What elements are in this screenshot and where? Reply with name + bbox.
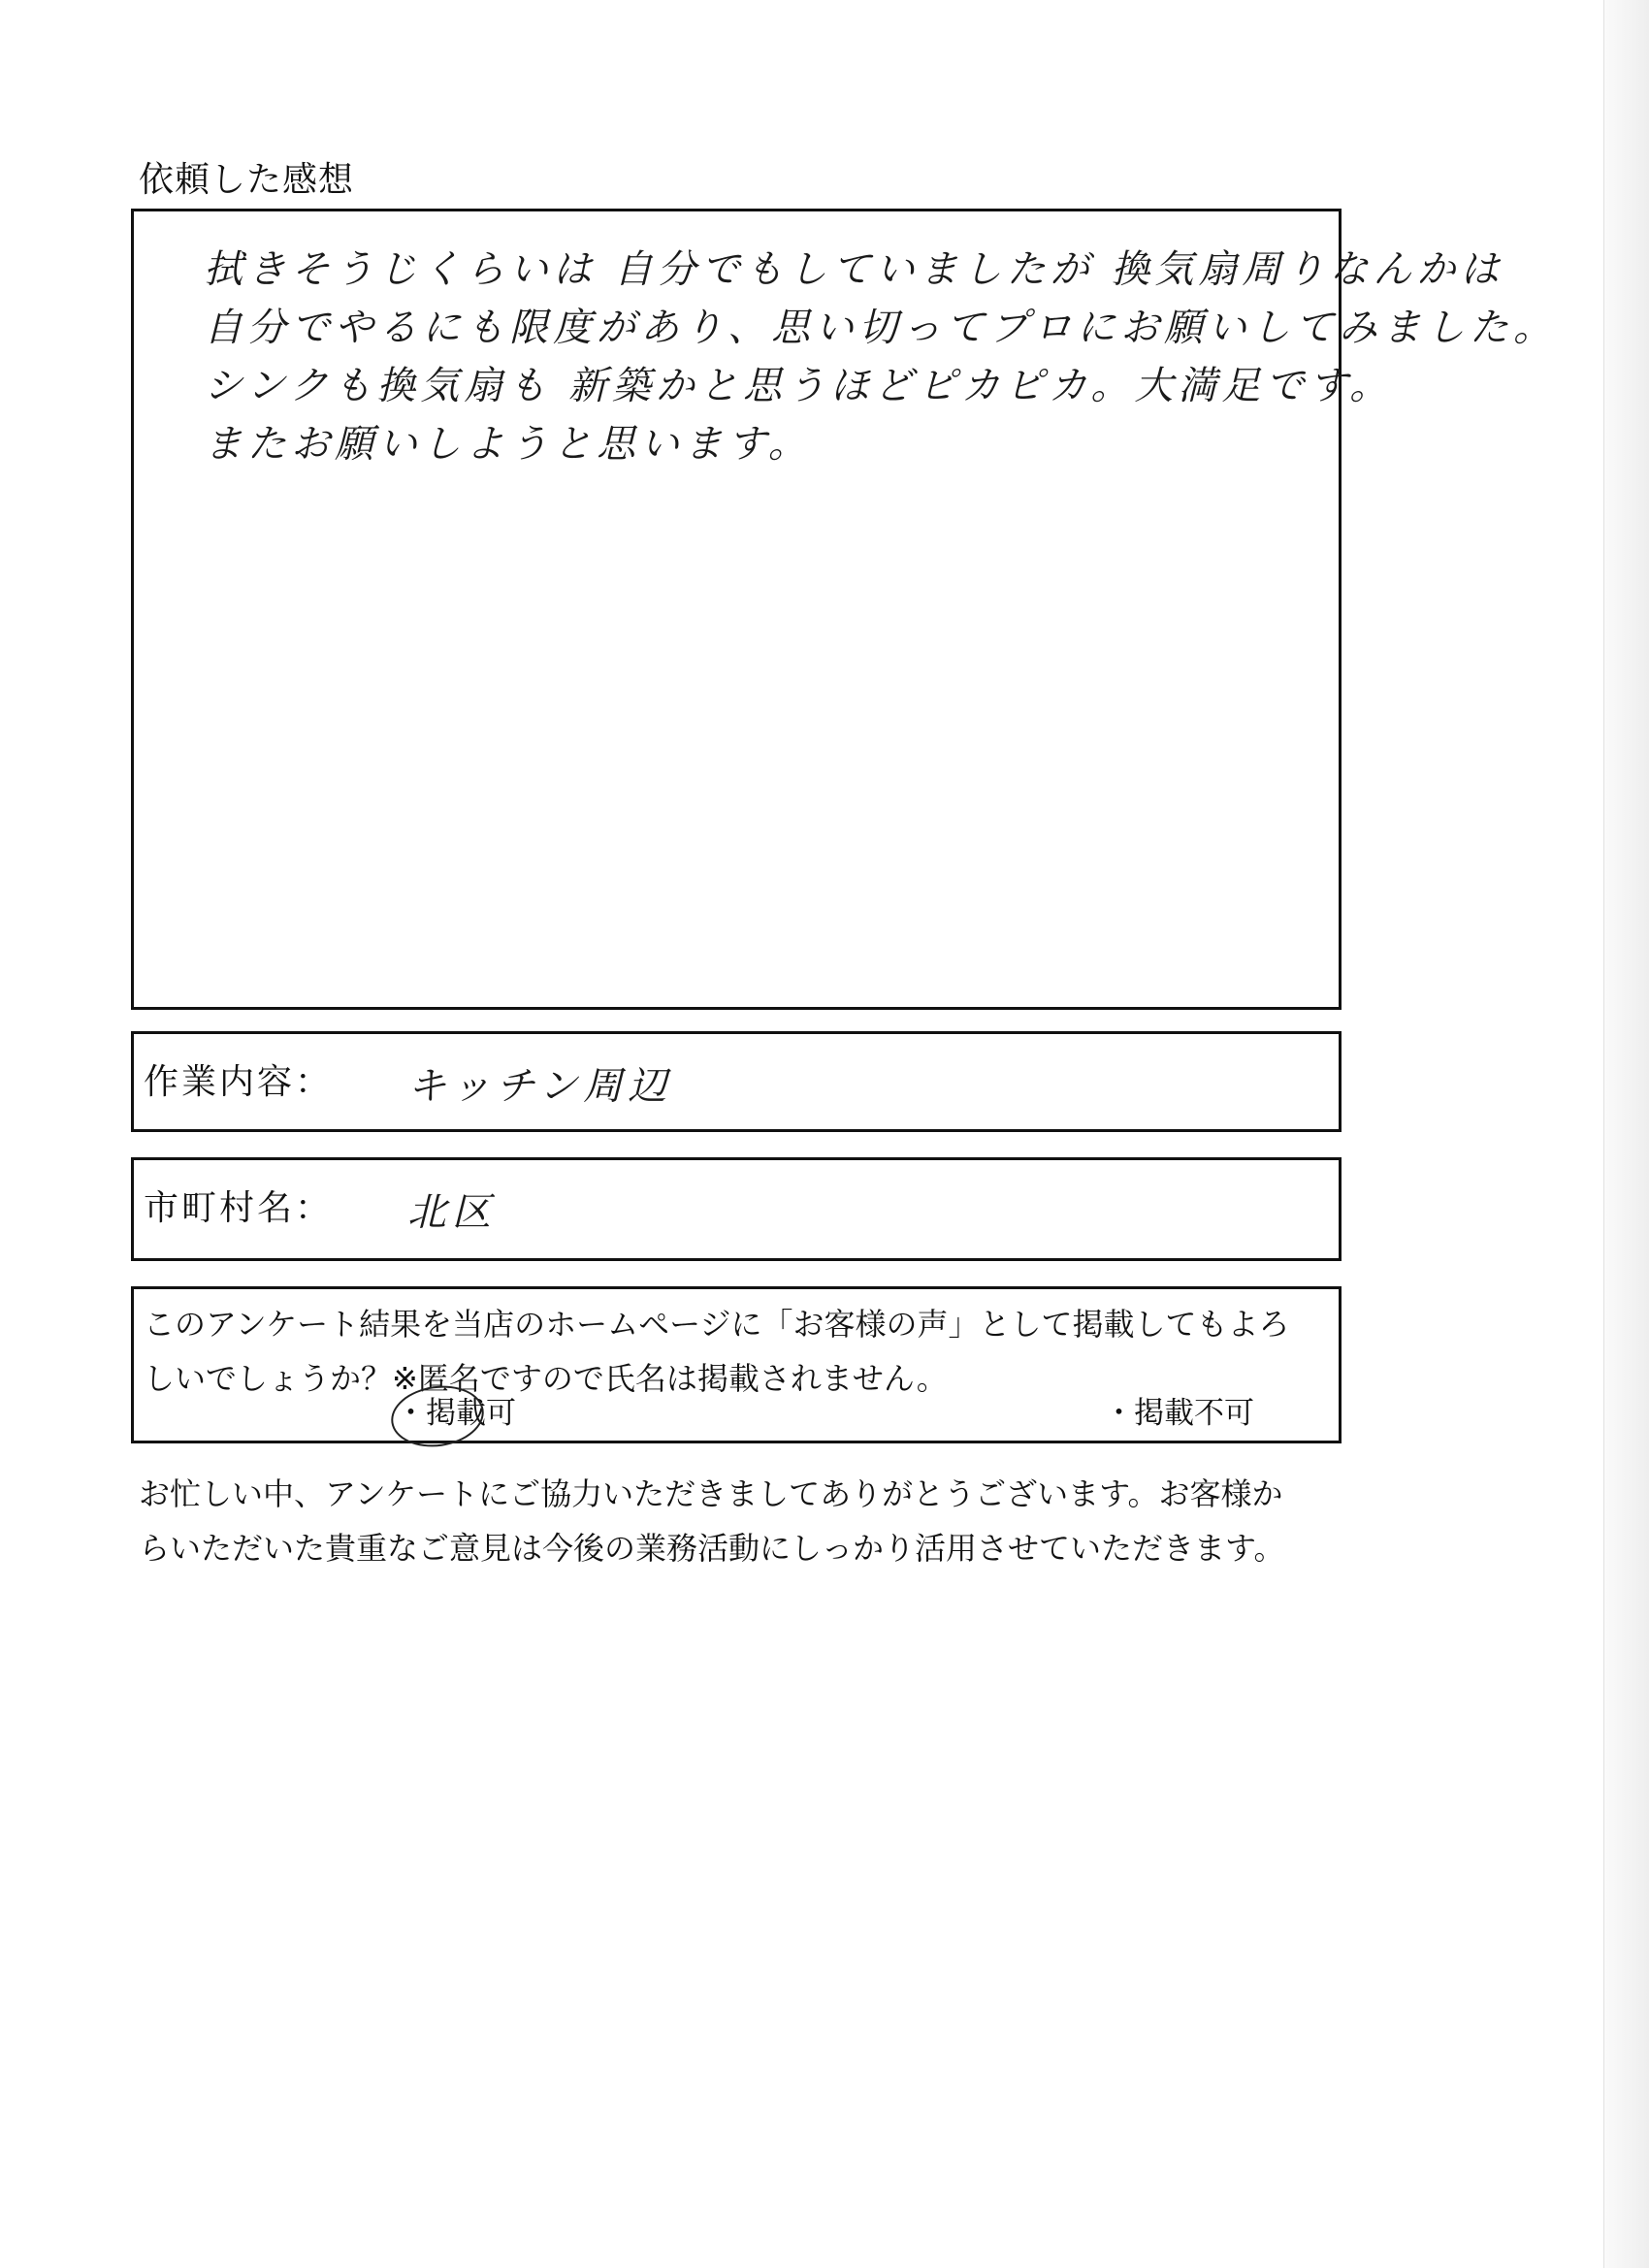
city-value: 北区 [407, 1190, 497, 1235]
impression-line: 拭きそうじくらいは 自分でもしていましたが 換気扇周りなんかは [204, 247, 1504, 292]
work-content-value: キッチン周辺 [407, 1064, 673, 1109]
option-allow[interactable]: ・掲載可 [396, 1396, 516, 1431]
impression-box [131, 209, 1557, 1010]
scan-edge [1603, 0, 1649, 2268]
thanks-line: らいただいた貴重なご意見は今後の業務活動にしっかり活用させていただきます。 [139, 1530, 1285, 1567]
city-box [131, 1157, 1342, 1261]
thanks-message [139, 1467, 1342, 1575]
impression-line: 自分でやるにも限度があり、思い切ってプロにお願いしてみました。 [204, 306, 1557, 350]
option-deny[interactable]: ・掲載不可 [1104, 1396, 1254, 1431]
impression-line: またお願いしようと思います。 [204, 422, 812, 467]
section-title: 依頼した感想 [139, 160, 355, 200]
consent-line: しいでしょうか？※匿名ですので氏名は掲載されません。 [144, 1360, 948, 1397]
work-content-box [131, 1031, 1342, 1132]
consent-box [131, 1286, 1342, 1443]
impression-line: シンクも換気扇も 新築かと思うほどピカピカ。大満足です。 [204, 364, 1394, 408]
work-content-label: 作業内容： [144, 1062, 334, 1102]
impression-handwriting [204, 241, 1557, 473]
city-label: 市町村名： [144, 1188, 334, 1228]
consent-question [144, 1297, 1332, 1406]
consent-line: このアンケート結果を当店のホームページに「お客様の声」として掲載してもよろ [144, 1306, 1290, 1343]
thanks-line: お忙しい中、アンケートにご協力いただきましてありがとうございます。お客様か [139, 1475, 1283, 1512]
